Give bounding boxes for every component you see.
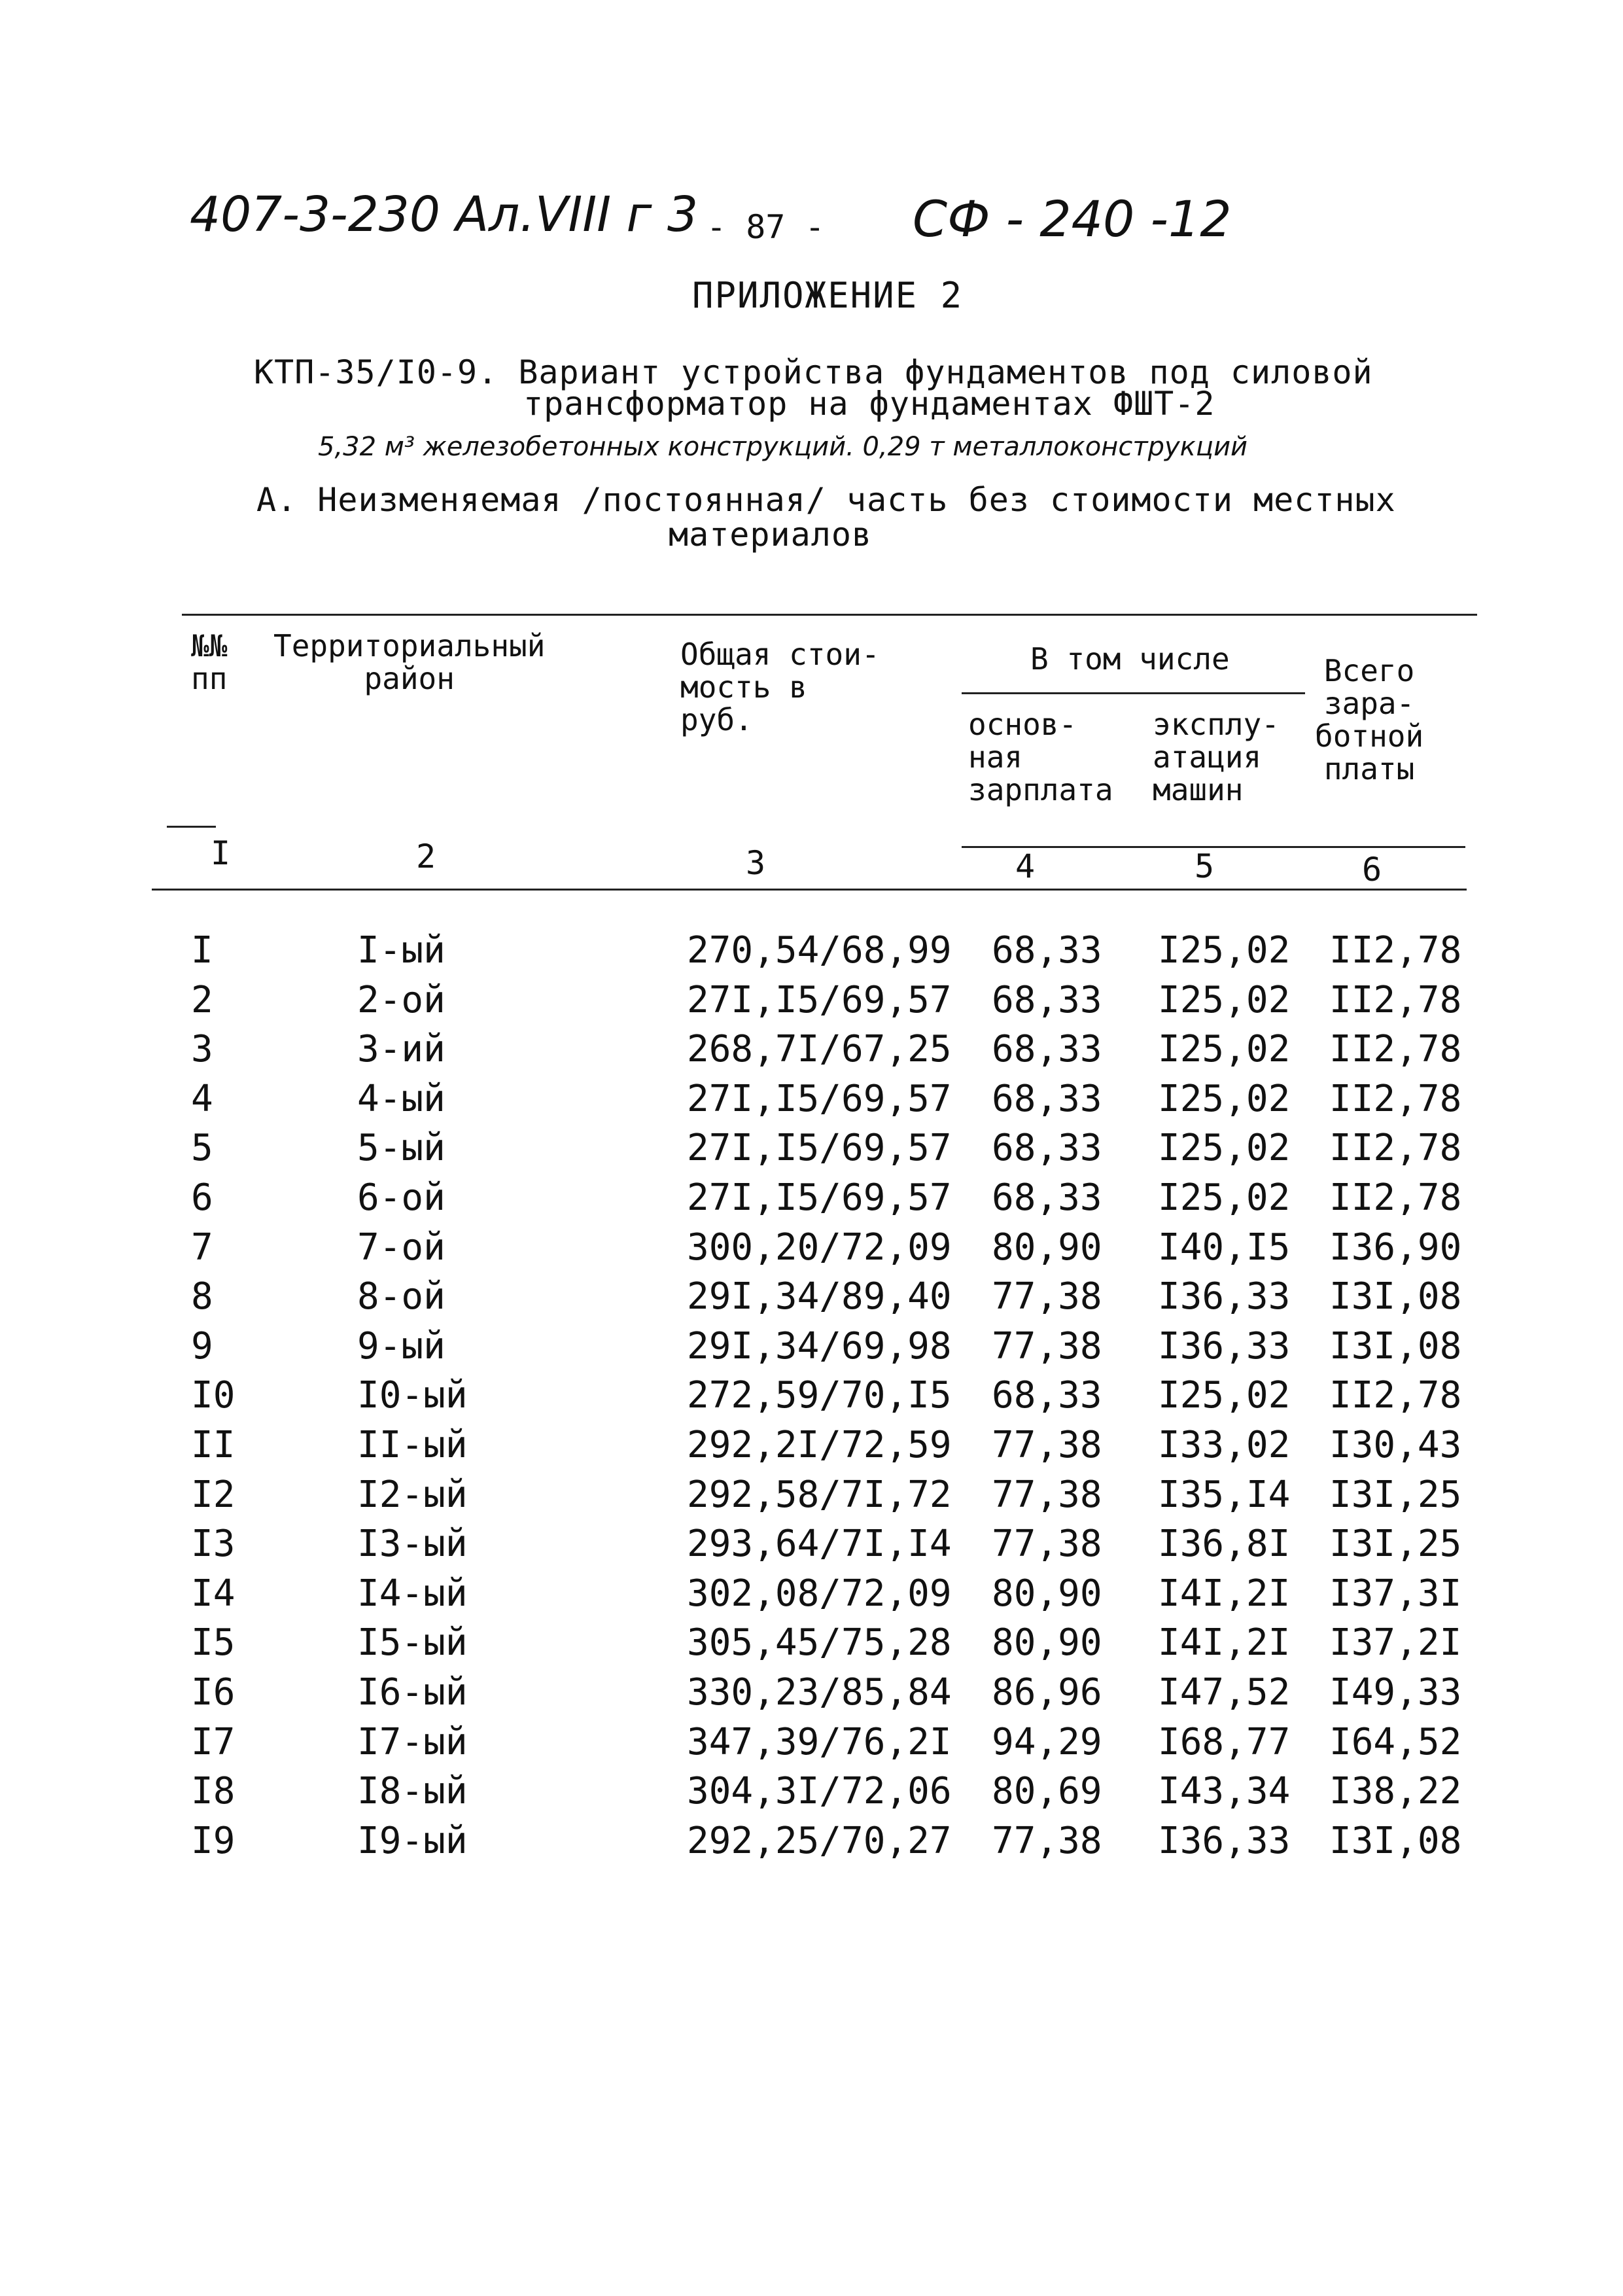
row-number: I4 (191, 1572, 236, 1615)
row-region: 6-ой (357, 1176, 445, 1219)
row-machine-operation: I4I,2I (1158, 1572, 1291, 1615)
row-region: I4-ый (357, 1572, 468, 1615)
row-total-wage: II2,78 (1329, 1374, 1462, 1417)
row-region: I-ый (357, 929, 445, 972)
row-region: 8-ой (357, 1275, 445, 1318)
row-total-wage: I49,33 (1329, 1670, 1462, 1714)
row-base-wage: 86,96 (992, 1670, 1102, 1714)
row-total-wage: I3I,08 (1329, 1819, 1462, 1862)
table-row (0, 1424, 1623, 1474)
header-machine-operation: эксплу- атация машин (1153, 707, 1280, 807)
row-total-cost: 27I,I5/69,57 (687, 978, 952, 1021)
row-total-wage: I3I,08 (1329, 1324, 1462, 1368)
row-total-wage: I37,3I (1329, 1572, 1462, 1615)
title-line-2: трансформатор на фундаментах ФШТ-2 (523, 385, 1215, 423)
column-number-4: 4 (1015, 847, 1036, 885)
row-base-wage: 68,33 (992, 1127, 1102, 1170)
row-total-cost: 293,64/7I,I4 (687, 1523, 952, 1566)
table-row (0, 1770, 1623, 1820)
sheet-reference: СФ - 240 -12 (913, 190, 1232, 248)
row-number: 5 (191, 1127, 213, 1170)
table-row (0, 1325, 1623, 1375)
row-machine-operation: I43,34 (1158, 1770, 1291, 1813)
table-top-rule (182, 614, 1477, 616)
row-region: I3-ый (357, 1523, 468, 1566)
row-base-wage: 77,38 (992, 1523, 1102, 1566)
row-total-wage: II2,78 (1329, 1127, 1462, 1170)
row-number: 7 (191, 1226, 213, 1269)
row-machine-operation: I40,I5 (1158, 1226, 1291, 1269)
row-base-wage: 77,38 (992, 1275, 1102, 1318)
table-row (0, 979, 1623, 1029)
row-total-cost: 347,39/76,2I (687, 1720, 952, 1763)
row-base-wage: 80,90 (992, 1226, 1102, 1269)
row-number: 8 (191, 1275, 213, 1318)
row-machine-operation: I35,I4 (1158, 1473, 1291, 1516)
row-total-cost: 27I,I5/69,57 (687, 1127, 952, 1170)
row-base-wage: 68,33 (992, 1028, 1102, 1071)
row-machine-operation: I68,77 (1158, 1720, 1291, 1763)
row-base-wage: 80,90 (992, 1621, 1102, 1665)
row-total-cost: 305,45/75,28 (687, 1621, 952, 1665)
row-base-wage: 68,33 (992, 978, 1102, 1021)
table-row (0, 1028, 1623, 1078)
row-region: I7-ый (357, 1720, 468, 1763)
row-machine-operation: I25,02 (1158, 1028, 1291, 1071)
row-total-cost: 302,08/72,09 (687, 1572, 952, 1615)
row-region: I9-ый (357, 1819, 468, 1862)
table-row (0, 1374, 1623, 1424)
row-total-cost: 292,25/70,27 (687, 1819, 952, 1862)
row-total-cost: 27I,I5/69,57 (687, 1077, 952, 1120)
row-total-cost: 304,3I/72,06 (687, 1770, 952, 1813)
row-region: I6-ый (357, 1670, 468, 1714)
row-base-wage: 80,90 (992, 1572, 1102, 1615)
table-body (0, 929, 1623, 1869)
row-number: 3 (191, 1028, 213, 1071)
row-region: 2-ой (357, 978, 445, 1021)
section-heading-line-2: материалов (669, 516, 873, 554)
table-row (0, 1275, 1623, 1325)
row-machine-operation: I25,02 (1158, 929, 1291, 972)
row-machine-operation: I25,02 (1158, 1077, 1291, 1120)
column-number-rule (152, 889, 1467, 891)
row-base-wage: 77,38 (992, 1819, 1102, 1862)
row-total-cost: 300,20/72,09 (687, 1226, 952, 1269)
row-number: 9 (191, 1324, 213, 1368)
header-number: №№ пп (191, 628, 228, 696)
row-number: 6 (191, 1176, 213, 1219)
row-total-wage: I3I,25 (1329, 1473, 1462, 1516)
row-machine-operation: I36,8I (1158, 1523, 1291, 1566)
row-region: 4-ый (357, 1077, 445, 1120)
header-tick-rule (167, 826, 216, 828)
row-base-wage: 68,33 (992, 1176, 1102, 1219)
row-number: II (191, 1423, 236, 1466)
row-total-cost: 270,54/68,99 (687, 929, 952, 972)
header-region: Территориальный район (273, 628, 546, 696)
row-base-wage: 77,38 (992, 1473, 1102, 1516)
row-total-wage: II2,78 (1329, 1077, 1462, 1120)
row-region: 3-ий (357, 1028, 445, 1071)
row-number: I (191, 929, 213, 972)
row-base-wage: 80,69 (992, 1770, 1102, 1813)
row-total-cost: 268,7I/67,25 (687, 1028, 952, 1071)
row-total-wage: II2,78 (1329, 1176, 1462, 1219)
row-base-wage: 94,29 (992, 1720, 1102, 1763)
row-region: 9-ый (357, 1324, 445, 1368)
table-row (0, 929, 1623, 979)
row-region: 7-ой (357, 1226, 445, 1269)
row-total-cost: 272,59/70,I5 (687, 1374, 952, 1417)
row-total-wage: I30,43 (1329, 1423, 1462, 1466)
row-region: I5-ый (357, 1621, 468, 1665)
header-base-wage: основ- ная зарплата (968, 707, 1113, 807)
row-machine-operation: I47,52 (1158, 1670, 1291, 1714)
row-total-wage: I3I,08 (1329, 1275, 1462, 1318)
row-number: I8 (191, 1770, 236, 1813)
document-code: 407-3-230 Ал.VIII г 3 (190, 186, 699, 243)
row-machine-operation: I4I,2I (1158, 1621, 1291, 1665)
row-total-wage: I37,2I (1329, 1621, 1462, 1665)
row-total-wage: I64,52 (1329, 1720, 1462, 1763)
row-total-wage: II2,78 (1329, 1028, 1462, 1071)
row-machine-operation: I36,33 (1158, 1275, 1291, 1318)
row-number: I2 (191, 1473, 236, 1516)
table-row (0, 1621, 1623, 1671)
table-row (0, 1523, 1623, 1572)
row-region: I2-ый (357, 1473, 468, 1516)
row-total-cost: 29I,34/89,40 (687, 1275, 952, 1318)
row-region: II-ый (357, 1423, 468, 1466)
row-total-cost: 29I,34/69,98 (687, 1324, 952, 1368)
row-machine-operation: I25,02 (1158, 978, 1291, 1021)
row-region: I0-ый (357, 1374, 468, 1417)
header-total-cost: Общая стои- мость в руб. (680, 637, 880, 737)
table-row (0, 1671, 1623, 1721)
row-number: I6 (191, 1670, 236, 1714)
row-region: I8-ый (357, 1770, 468, 1813)
table-row (0, 1226, 1623, 1276)
row-number: I5 (191, 1621, 236, 1665)
column-number-6: 6 (1362, 851, 1382, 889)
table-row (0, 1474, 1623, 1523)
row-base-wage: 77,38 (992, 1324, 1102, 1368)
materials-note: 5,32 м³ железобетонных конструкций. 0,29 т металлоконструкций (318, 432, 1248, 462)
header-total-wage: Всего зара- ботной платы (1315, 653, 1424, 786)
row-machine-operation: I36,33 (1158, 1819, 1291, 1862)
row-total-cost: 27I,I5/69,57 (687, 1176, 952, 1219)
table-row (0, 1078, 1623, 1127)
row-machine-operation: I25,02 (1158, 1127, 1291, 1170)
section-heading-line-1: А. Неизменяемая /постоянная/ часть без стоимости местных (256, 481, 1396, 519)
row-total-cost: 292,58/7I,72 (687, 1473, 952, 1516)
column-number-3: 3 (746, 844, 766, 882)
row-machine-operation: I33,02 (1158, 1423, 1291, 1466)
table-row (0, 1572, 1623, 1622)
table-row (0, 1820, 1623, 1869)
row-total-wage: II2,78 (1329, 929, 1462, 972)
row-number: 2 (191, 978, 213, 1021)
row-number: I9 (191, 1819, 236, 1862)
row-number: I0 (191, 1374, 236, 1417)
appendix-heading: ПРИЛОЖЕНИЕ 2 (692, 275, 964, 316)
row-base-wage: 68,33 (992, 1374, 1102, 1417)
row-machine-operation: I25,02 (1158, 1176, 1291, 1219)
row-machine-operation: I25,02 (1158, 1374, 1291, 1417)
row-machine-operation: I36,33 (1158, 1324, 1291, 1368)
page-number: - 87 - (707, 208, 825, 246)
column-number-2: 2 (416, 838, 436, 875)
row-number: 4 (191, 1077, 213, 1120)
row-number: I3 (191, 1523, 236, 1566)
row-base-wage: 77,38 (992, 1423, 1102, 1466)
row-number: I7 (191, 1720, 236, 1763)
group-header-rule (962, 692, 1305, 694)
column-number-5: 5 (1195, 847, 1215, 885)
row-base-wage: 68,33 (992, 929, 1102, 972)
title-line-1: КТП-35/I0-9. Вариант устройства фундаментов под силовой (254, 353, 1373, 391)
table-row (0, 1127, 1623, 1176)
row-total-wage: I3I,25 (1329, 1523, 1462, 1566)
row-region: 5-ый (357, 1127, 445, 1170)
row-total-wage: I38,22 (1329, 1770, 1462, 1813)
header-including: В том числе (1030, 641, 1230, 677)
column-number-1: I (211, 834, 231, 872)
row-total-wage: II2,78 (1329, 978, 1462, 1021)
row-total-cost: 330,23/85,84 (687, 1670, 952, 1714)
row-total-cost: 292,2I/72,59 (687, 1423, 952, 1466)
row-total-wage: I36,90 (1329, 1226, 1462, 1269)
table-row (0, 1721, 1623, 1771)
table-row (0, 1176, 1623, 1226)
row-base-wage: 68,33 (992, 1077, 1102, 1120)
